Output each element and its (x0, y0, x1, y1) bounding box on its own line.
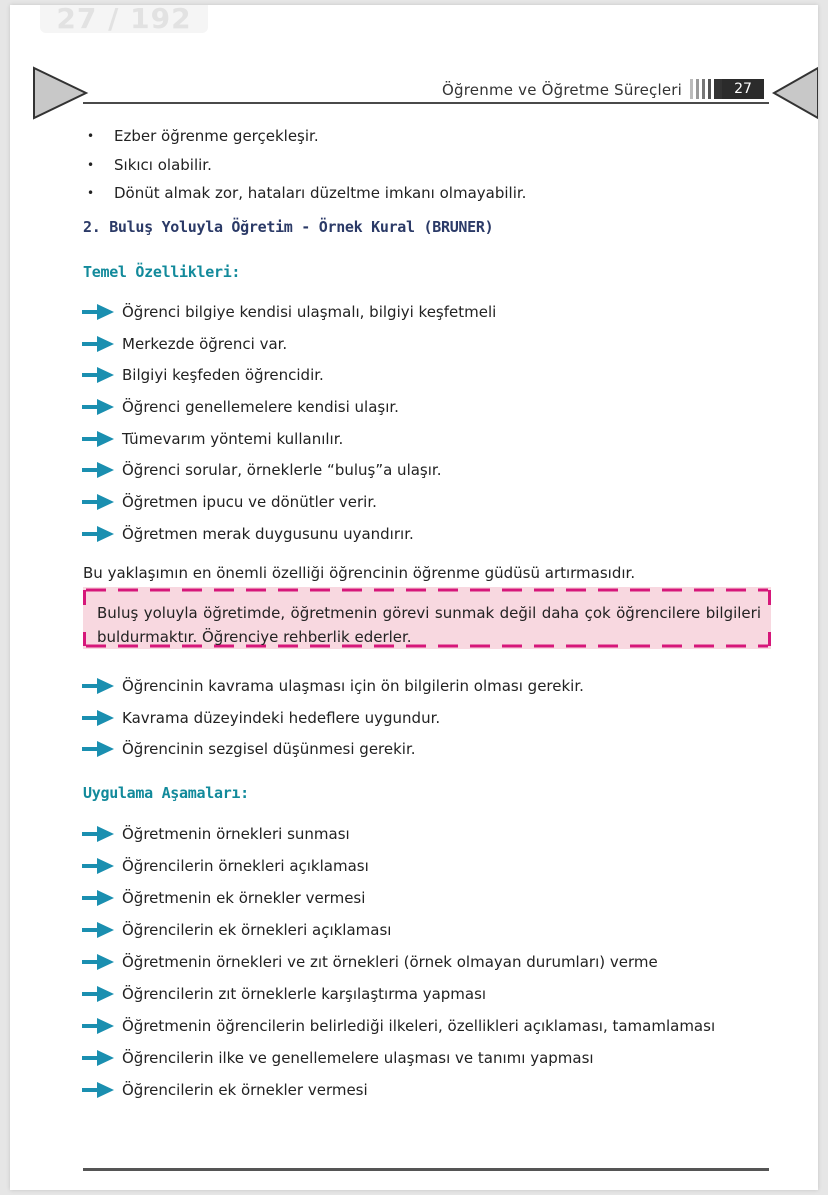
arrow-right-icon (82, 336, 116, 352)
list-item: Bilgiyi keşfeden öğrencidir. (82, 364, 496, 396)
arrow-right-icon (82, 367, 116, 383)
arrow-right-icon (82, 890, 116, 906)
right-triangle-icon (770, 64, 818, 122)
page-counter: 27 / 192 (40, 5, 208, 33)
arrow-right-icon (82, 741, 116, 757)
arrow-right-icon (82, 304, 116, 320)
intro-bullet-list (80, 125, 526, 211)
stages-heading: Uygulama Aşamaları: (83, 784, 249, 802)
list-item: Öğrencilerin ek örnekler vermesi (82, 1079, 715, 1111)
arrow-right-icon (82, 922, 116, 938)
arrow-right-icon (82, 462, 116, 478)
list-item: Öğretmen merak duygusunu uyandırır. (82, 523, 496, 555)
list-item: Öğretmen ipucu ve dönütler verir. (82, 491, 496, 523)
arrow-right-icon (82, 678, 116, 694)
arrow-right-icon (82, 399, 116, 415)
list-item: Öğrenci sorular, örneklerle “buluş”a ulaşır. (82, 459, 496, 491)
list-item: • Ezber öğrenme gerçekleşir. (87, 127, 319, 145)
list-item: Öğrenci genellemelere kendisi ulaşır. (82, 396, 496, 428)
list-item: • Dönüt almak zor, hataları düzeltme imkanı olmayabilir. (87, 184, 527, 202)
list-item: Öğrenci bilgiye kendisi ulaşmalı, bilgiyi keşfetmeli (82, 301, 496, 333)
arrow-right-icon (82, 710, 116, 726)
list-item: • Sıkıcı olabilir. (87, 155, 212, 174)
running-header-title: Öğrenme ve Öğretme Süreçleri (442, 81, 682, 99)
section-heading: 2. Buluş Yoluyla Öğretim - Örnek Kural (BRUNER) (83, 218, 494, 236)
stages-list (82, 823, 715, 1111)
list-item: Öğrencinin sezgisel düşünmesi gerekir. (82, 738, 584, 770)
list-item: Öğretmenin örnekleri sunması (82, 823, 715, 855)
arrow-right-icon (82, 826, 116, 842)
requirements-list (82, 675, 584, 770)
list-item: Öğrencilerin örnekleri açıklaması (82, 855, 715, 887)
highlight-callout (83, 587, 771, 649)
list-item: Kavrama düzeyindeki hedeflere uygundur. (82, 707, 584, 739)
left-triangle-icon (30, 64, 94, 122)
arrow-right-icon (82, 431, 116, 447)
arrow-right-icon (82, 526, 116, 542)
list-item: Öğrencilerin ilke ve genellemelere ulaşması ve tanımı yapması (82, 1047, 715, 1079)
footer-rule (83, 1168, 769, 1171)
arrow-right-icon (82, 954, 116, 970)
arrow-right-icon (82, 1018, 116, 1034)
bullet-icon: • (87, 157, 95, 172)
page-number: 27 (722, 79, 764, 99)
list-item: Öğretmenin öğrencilerin belirlediği ilkeleri, özellikleri açıklaması, tamamlaması (82, 1015, 715, 1047)
summary-paragraph: Bu yaklaşımın en önemli özelliği öğrencinin öğrenme güdüsü artırmasıdır. (83, 564, 636, 582)
arrow-right-icon (82, 1082, 116, 1098)
list-item: Öğrencilerin ek örnekleri açıklaması (82, 919, 715, 951)
features-list (82, 301, 496, 555)
list-item: Öğretmenin örnekleri ve zıt örnekleri (örnek olmayan durumları) verme (82, 951, 715, 983)
list-item: Öğrencilerin zıt örneklerle karşılaştırma yapması (82, 983, 715, 1015)
arrow-right-icon (82, 1050, 116, 1066)
bullet-icon: • (87, 129, 95, 143)
header-stripes (688, 79, 722, 99)
list-item: Öğrencinin kavrama ulaşması için ön bilgilerin olması gerekir. (82, 675, 584, 707)
bullet-icon: • (87, 186, 95, 200)
arrow-right-icon (82, 858, 116, 874)
callout-text: Buluş yoluyla öğretimde, öğretmenin görevi sunmak değil daha çok öğrencilere bilgileri buldurmaktır. Öğrenciye rehberlik ederler. (97, 604, 761, 646)
features-heading: Temel Özellikleri: (83, 263, 241, 281)
arrow-right-icon (82, 494, 116, 510)
arrow-right-icon (82, 986, 116, 1002)
list-item: Tümevarım yöntemi kullanılır. (82, 428, 496, 460)
list-item: Merkezde öğrenci var. (82, 333, 496, 365)
list-item: Öğretmenin ek örnekler vermesi (82, 887, 715, 919)
document-page (10, 2, 818, 1190)
header-rule (83, 102, 769, 104)
